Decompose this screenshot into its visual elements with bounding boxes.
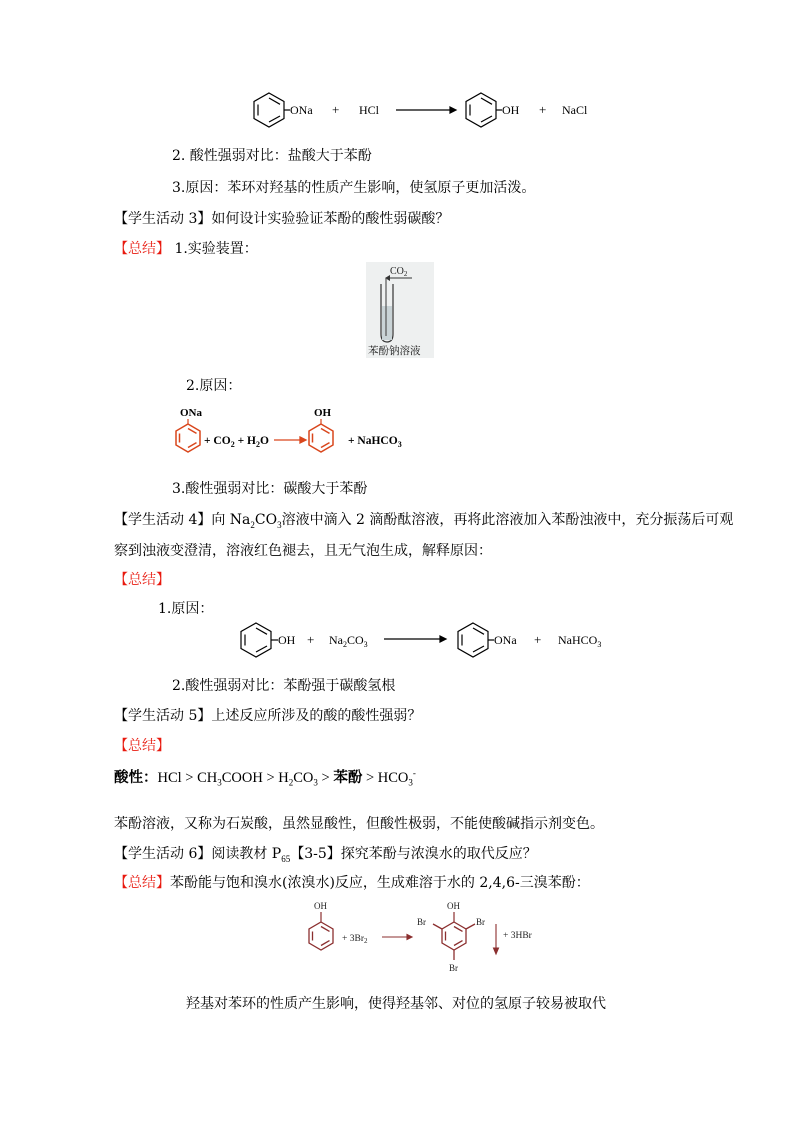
reaction-arrow — [384, 636, 446, 642]
plus-sign: + — [539, 102, 547, 117]
acidity-comparison-1: 2. 酸性强弱对比：盐酸大于苯酚 — [172, 148, 372, 164]
product-ona: ONa — [494, 633, 517, 647]
acidity-comparison-4: 2.酸性强弱对比：苯酚强于碳酸氢根 — [172, 678, 396, 694]
product-nahco3: NaHCO$_3$ — [558, 633, 602, 649]
reaction-2-equation — [166, 402, 436, 462]
summary-6-text: 苯酚能与饱和溴水(浓溴水)反应，生成难溶于水的 2,4,6-三溴苯酚： — [170, 875, 590, 891]
acidity-order: 酸性：HCl > $CH_3COOH > H_2CO_3$ > 苯酚 > $HCO_3^-$ — [114, 768, 416, 788]
apparatus-caption: 苯酚钠溶液 — [368, 346, 421, 357]
product-oh: OH — [314, 407, 332, 419]
precipitate-arrow-icon — [494, 924, 499, 954]
plus-sign: + — [332, 102, 340, 117]
benzene-ring-icon — [241, 623, 278, 657]
reactant-oh: OH — [314, 901, 327, 911]
summary-tag: 【总结】 — [114, 241, 170, 257]
summary-3 — [114, 241, 258, 258]
product-oh: OH — [447, 901, 460, 911]
reason-1: 3.原因：苯环对羟基的性质产生影响，使氢原子更加活泼。 — [172, 180, 536, 196]
reactant-br2: + $3Br_2$ — [342, 934, 368, 945]
benzene-ring-icon — [466, 93, 502, 127]
reactant-ona: ONa — [290, 103, 313, 117]
reaction-3-equation — [228, 618, 618, 664]
bromo-bottom: Br — [449, 963, 458, 973]
summary-tag: 【总结】 — [114, 738, 170, 754]
reaction-4-equation — [298, 898, 558, 976]
reason-label-4: 1.原因： — [158, 601, 214, 617]
reason-label-3: 2.原因： — [186, 378, 242, 394]
test-tube-illustration — [366, 262, 434, 358]
gas-label: $CO_2$ — [390, 266, 408, 278]
bromo-right: Br — [476, 917, 485, 927]
carbolic-acid-note: 苯酚溶液，又称为石炭酸，虽然显酸性，但酸性极弱，不能使酸碱指示剂变色。 — [114, 816, 604, 832]
product-nahco3: + NaHCO$_3$ — [348, 435, 402, 449]
reaction-arrow — [382, 935, 412, 940]
activity-6-heading: 【学生活动 6】阅读教材 $P_{65}$【3-5】探究苯酚与浓溴水的取代反应？ — [114, 846, 537, 864]
reaction-arrow — [274, 437, 306, 443]
summary-tag: 【总结】 — [114, 875, 170, 891]
product-oh: OH — [502, 103, 520, 117]
activity-5-heading: 【学生活动 5】上述反应所涉及的酸的酸性强弱？ — [114, 708, 422, 724]
benzene-ring-icon — [176, 424, 200, 452]
product-hbr: + 3HBr — [503, 931, 532, 941]
benzene-ring-icon — [254, 93, 290, 127]
acidity-comparison-3: 3.酸性强弱对比：碳酸大于苯酚 — [172, 481, 368, 497]
activity-4-paragraph-line2: 察到浊液变澄清，溶液红色褪去，且无气泡生成，解释原因： — [114, 543, 492, 559]
summary-6 — [114, 875, 590, 892]
apparatus-figure — [366, 262, 434, 358]
reactant-na2co3: $Na_2CO_3$ — [329, 633, 368, 649]
conclusion-text: 羟基对苯环的性质产生影响，使得羟基邻、对位的氢原子较易被取代 — [186, 996, 606, 1012]
reaction-1-equation — [240, 88, 600, 132]
co2-h2o-reactants: + $CO_2 + H_2O$ — [204, 435, 269, 449]
plus-sign: + — [534, 632, 542, 647]
bromo-left: Br — [417, 917, 426, 927]
activity-4-paragraph: 【学生活动 4】向 $Na_2CO_3$溶液中滴入 2 滴酚酞溶液，再将此溶液加入苯酚浊液中，充分振荡后可观 — [114, 512, 734, 530]
benzene-ring-icon — [309, 424, 333, 452]
product-nacl: NaCl — [562, 103, 588, 117]
plus-sign: + — [307, 632, 315, 647]
activity-3-heading: 【学生活动 3】如何设计实验验证苯酚的酸性弱碳酸？ — [114, 211, 450, 227]
summary-tag: 【总结】 — [114, 572, 170, 588]
benzene-ring-icon — [309, 922, 333, 950]
acidity-label: 酸性： — [114, 768, 158, 786]
reactant-hcl: HCl — [359, 103, 380, 117]
summary-3-text: 1.实验装置： — [170, 241, 258, 257]
reactant-ona: ONa — [180, 407, 202, 419]
benzene-ring-icon — [433, 922, 475, 960]
reactant-oh: OH — [278, 633, 296, 647]
benzene-ring-icon — [458, 623, 494, 657]
reaction-arrow — [396, 107, 456, 113]
